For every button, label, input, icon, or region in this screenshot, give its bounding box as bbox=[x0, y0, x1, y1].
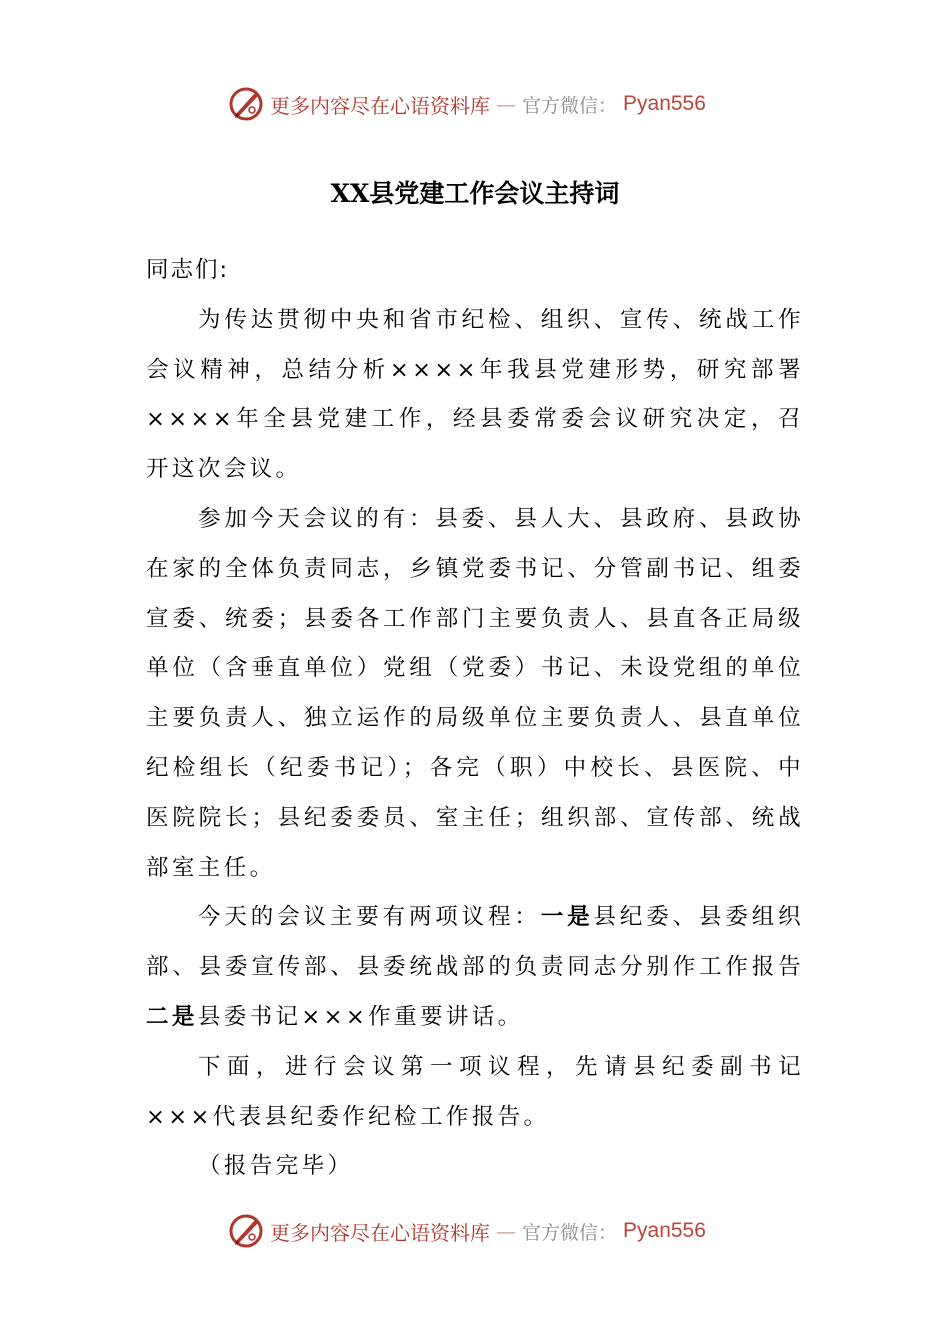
watermark-official-label: 官方微信： bbox=[522, 94, 618, 117]
document-title: XX县党建工作会议主持词 bbox=[330, 179, 620, 208]
agenda-item-one-label: 一是 bbox=[540, 904, 594, 931]
watermark-wechat-id: Pyan556 bbox=[623, 1219, 706, 1242]
paragraph-first-item: 下面，进行会议第一项议程，先请县纪委副书记×××代表县纪委作纪检工作报告。 bbox=[146, 1053, 804, 1130]
watermark-dash: — bbox=[496, 1219, 516, 1243]
agenda-item-one-text: 县纪委、县委组织部、县委宣传部、县委统战部的负责同志分别作工作报告 bbox=[146, 904, 805, 981]
agenda-item-two-label: 二是 bbox=[146, 1003, 198, 1030]
paragraph-agenda bbox=[146, 893, 804, 1042]
agenda-item-two-text: 县委书记×××作重要讲话。 bbox=[197, 1003, 524, 1030]
paragraph-attendees: 参加今天会议的有：县委、县人大、县政府、县政协在家的全体负责同志，乡镇党委书记、分管副书记、组委宣委、统委；县委各工作部门主要负责人、县直各正局级单位（含垂直单位）党组（党委）书记、未设党组的单位主要负责人、独立运作的局级单位主要负责人、县直单位纪检组长（纪委书记）；各完（职）中校长、县医院、中医院院长；县纪委委员、室主任；组织部、宣传部、统战部室主任。 bbox=[146, 505, 804, 881]
watermark-wechat-id: Pyan556 bbox=[623, 92, 706, 115]
document-body bbox=[146, 246, 804, 1192]
quill-pen-logo-icon bbox=[228, 1213, 264, 1249]
salutation: 同志们: bbox=[146, 257, 230, 283]
watermark-official-label: 官方微信： bbox=[522, 1221, 618, 1244]
watermark-header bbox=[228, 86, 706, 122]
agenda-lead: 今天的会议主要有两项议程： bbox=[198, 904, 541, 931]
watermark-footer bbox=[228, 1213, 706, 1249]
paragraph-report-complete: （报告完毕） bbox=[198, 1153, 354, 1180]
quill-pen-logo-icon bbox=[228, 86, 264, 122]
watermark-main-text: 更多内容尽在心语资料库 bbox=[270, 1220, 490, 1245]
paragraph-purpose: 为传达贯彻中央和省市纪检、组织、宣传、统战工作会议精神，总结分析××××年我县党建形势，研究部署××××年全县党建工作，经县委常委会议研究决定，召开这次会议。 bbox=[146, 306, 804, 483]
watermark-dash: — bbox=[496, 92, 516, 116]
watermark-main-text: 更多内容尽在心语资料库 bbox=[270, 93, 490, 118]
